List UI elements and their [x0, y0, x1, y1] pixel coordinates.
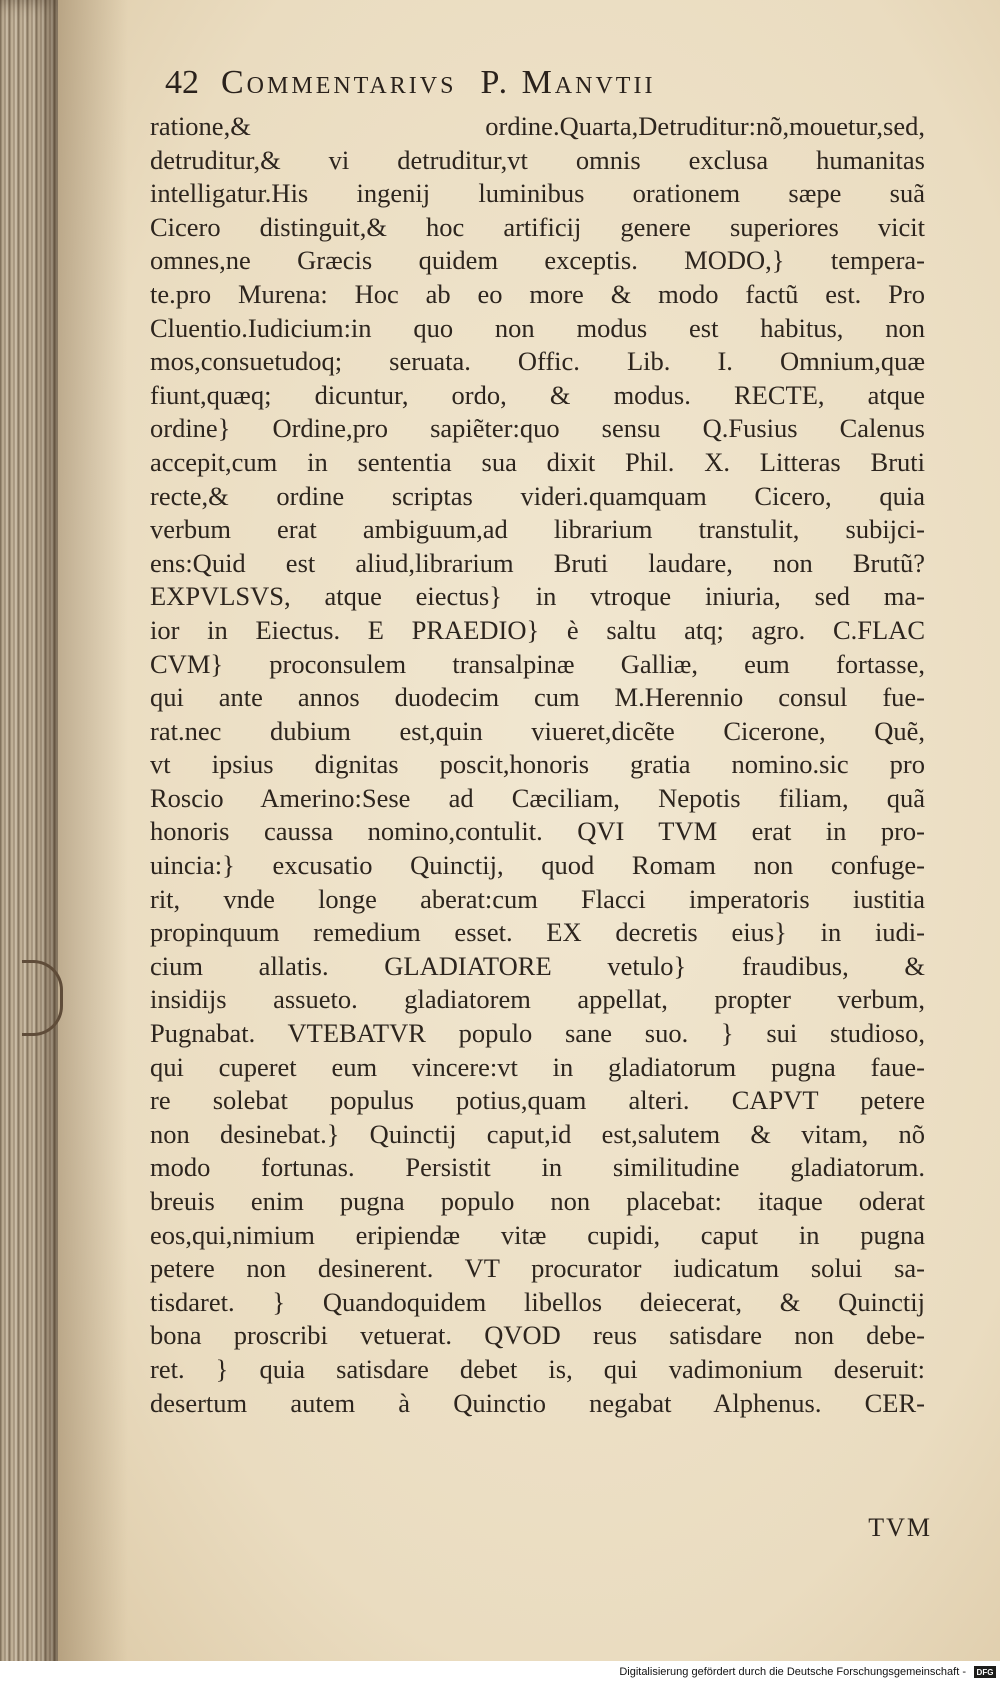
- text-line: tisdaret. } Quandoquidem libellos deiecerat, & Quinctij: [150, 1286, 925, 1317]
- gutter-shadow: [58, 0, 128, 1683]
- text-line: Pugnabat. VTEBATVR populo sane suo. } sui studioso,: [150, 1018, 925, 1049]
- text-line: ret. } quia satisdare debet is, qui vadimonium deseruit:: [150, 1353, 925, 1384]
- footer-credit-text: Digitalisierung gefördert durch die Deutsche Forschungsgemeinschaft -: [619, 1666, 966, 1678]
- text-line: insidijs assueto. gladiatorem appellat, propter verbum,: [150, 984, 925, 1015]
- text-line: Cicero distinguit,& hoc artificij genere superiores vicit: [150, 211, 925, 242]
- text-line: qui cuperet eum vincere:vt in gladiatorum pugna faue-: [150, 1051, 925, 1082]
- text-line: omnes,ne Græcis quidem exceptis. MODO,} tempera-: [150, 245, 925, 276]
- text-line: recte,& ordine scriptas videri.quamquam Cicero, quia: [150, 480, 925, 511]
- text-line: vt ipsius dignitas poscit,honoris gratia nomino.sic pro: [150, 749, 925, 780]
- text-line: rat.nec dubium est,quin viueret,dicẽte Cicerone, Quẽ,: [150, 715, 925, 746]
- text-line: ens:Quid est aliud,librarium Bruti laudare, non Brutũ?: [150, 547, 925, 578]
- text-line: mos,consuetudoq; seruata. Offic. Lib. I. Omnium,quæ: [150, 346, 925, 377]
- text-line: re solebat populus potius,quam alteri. CAPVT petere: [150, 1085, 925, 1116]
- text-line: bona proscribi vetuerat. QVOD reus satisdare non debe-: [150, 1320, 925, 1351]
- text-line: ior in Eiectus. E PRAEDIO} è saltu atq; agro. C.FLAC: [150, 614, 925, 645]
- text-line: EXPVLSVS, atque eiectus} in vtroque iniuria, sed ma-: [150, 581, 925, 612]
- text-line: modo fortunas. Persistit in similitudine gladiatorum.: [150, 1152, 925, 1183]
- body-text-block: [150, 110, 925, 1420]
- text-line: Cluentio.Iudicium:in quo non modus est habitus, non: [150, 312, 925, 343]
- page-number: 42: [165, 64, 199, 101]
- text-line: fiunt,quæq; dicuntur, ordo, & modus. RECTE, atque: [150, 379, 925, 410]
- text-line: intelligatur.His ingenij luminibus orationem sæpe suã: [150, 178, 925, 209]
- catchword: TVM: [868, 1513, 932, 1542]
- running-title-commentarius: Commentarivs: [221, 64, 457, 101]
- running-title-author: P. Manvtii: [480, 64, 656, 101]
- text-line: accepit,cum in sententia sua dixit Phil. X. Litteras Bruti: [150, 446, 925, 477]
- text-line: rit, vnde longe aberat:cum Flacci imperatoris iustitia: [150, 883, 925, 914]
- text-line: breuis enim pugna populo non placebat: itaque oderat: [150, 1186, 925, 1216]
- binding-page-edges: [0, 0, 58, 1683]
- text-line: honoris caussa nomino,contulit. QVI TVM erat in pro-: [150, 816, 925, 847]
- text-line: eos,qui,nimium eripiendæ vitæ cupidi, caput in pugna: [150, 1219, 925, 1250]
- text-line: verbum erat ambiguum,ad librarium transtulit, subijci-: [150, 514, 925, 545]
- text-line: detruditur,& vi detruditur,vt omnis exclusa humanitas: [150, 144, 925, 175]
- text-line: cium allatis. GLADIATORE vetulo} fraudibus, &: [150, 950, 925, 981]
- text-line: Roscio Amerino:Sese ad Cæciliam, Nepotis filiam, quã: [150, 782, 925, 813]
- text-line: ratione,& ordine.Quarta,Detruditur:nõ,mouetur,sed,: [150, 111, 925, 141]
- text-line: qui ante annos duodecim cum M.Herennio consul fue-: [150, 682, 925, 713]
- running-head: [165, 64, 925, 110]
- text-line: te.pro Murena: Hoc ab eo more & modo factũ est. Pro: [150, 278, 925, 309]
- text-line: desertum autem à Quinctio negabat Alphenus. CER-: [150, 1387, 925, 1418]
- text-line: ordine} Ordine,pro sapiẽter:quo sensu Q.Fusius Calenus: [150, 413, 925, 444]
- text-line: non desinebat.} Quinctij caput,id est,salutem & vitam, nõ: [150, 1118, 925, 1149]
- text-line: CVM} proconsulem transalpinæ Galliæ, eum fortasse,: [150, 648, 925, 679]
- dfg-logo: DFG: [974, 1666, 996, 1678]
- text-line: propinquum remedium esset. EX decretis eius} in iudi-: [150, 917, 925, 948]
- footer-strip: [0, 1661, 1000, 1683]
- text-line: petere non desinerent. VT procurator iudicatum solui sa-: [150, 1253, 925, 1284]
- text-line: uincia:} excusatio Quinctij, quod Romam non confuge-: [150, 850, 925, 881]
